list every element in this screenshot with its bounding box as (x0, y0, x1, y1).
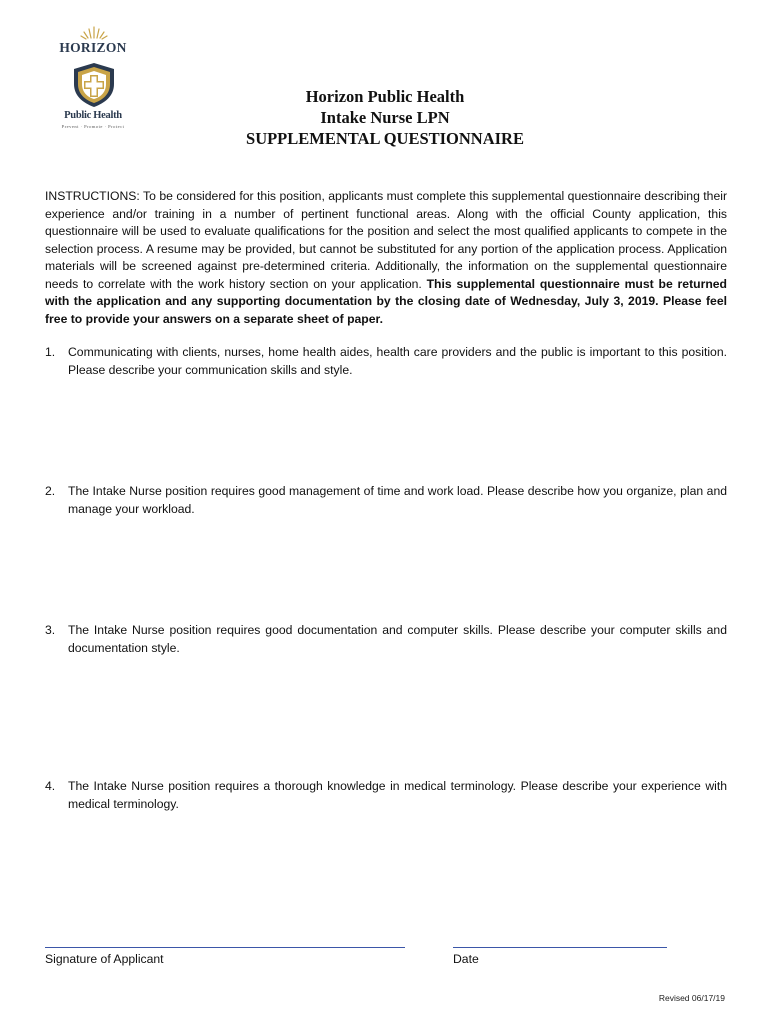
instructions-deadline: This supplemental questionnaire must be returned with the application and any supporting documentation by the closing date of Wednesday, July 3, 2019. Please feel free to provide your answers on a separate sheet of paper. (45, 276, 727, 326)
shield-cross-icon (72, 62, 116, 108)
document-title (170, 86, 600, 149)
question-text: The Intake Nurse position requires a thorough knowledge in medical terminology. Please describe your experience with medical terminology. (68, 779, 727, 811)
logo-subtitle: Public Health (64, 110, 122, 121)
logo-wordmark: HORIZON (59, 40, 127, 55)
question-number: 1. (45, 345, 56, 359)
revision-date: Revised 06/17/19 (658, 993, 725, 1003)
date-label: Date (453, 952, 479, 966)
question-text: Communicating with clients, nurses, home health aides, health care providers and the public is important to this position. Please describe your communication skills and style. (68, 345, 727, 377)
instructions-text: INSTRUCTIONS: To be considered for this position, applicants must complete this supplemental questionnaire describing their experience and/or training in a number of pertinent functional areas. Along with the official County application, this questionnaire will be used to evaluate qualifications for the position and select the most qualified applicants to compete in the selection process. A resume may be provided, but cannot be substituted for any portion of the application process. Application materials will be screened against pre-determined criteria. Additionally, the information on the supplemental questionnaire needs to correlate with the work history section on your application. (45, 189, 727, 291)
logo-tagline: Prevent · Promote · Protect (61, 124, 125, 129)
date-line[interactable] (453, 947, 667, 948)
question-text: The Intake Nurse position requires good documentation and computer skills. Please describe your computer skills and documentation style. (68, 623, 727, 655)
question-2 (45, 483, 727, 518)
question-number: 4. (45, 779, 56, 793)
form-title: SUPPLEMENTAL QUESTIONNAIRE (246, 129, 524, 148)
instructions-paragraph (45, 188, 727, 328)
sunrise-rays-icon (80, 26, 108, 40)
signature-line[interactable] (45, 947, 405, 948)
question-number: 3. (45, 623, 56, 637)
question-3 (45, 622, 727, 657)
org-name: Horizon Public Health (305, 87, 465, 106)
horizon-logo (52, 26, 134, 136)
question-text: The Intake Nurse position requires good management of time and work load. Please describe how you organize, plan and manage your workload. (68, 484, 727, 516)
position-title: Intake Nurse LPN (320, 108, 450, 127)
signature-label: Signature of Applicant (45, 952, 164, 966)
question-number: 2. (45, 484, 56, 498)
question-4 (45, 778, 727, 813)
question-1 (45, 344, 727, 379)
